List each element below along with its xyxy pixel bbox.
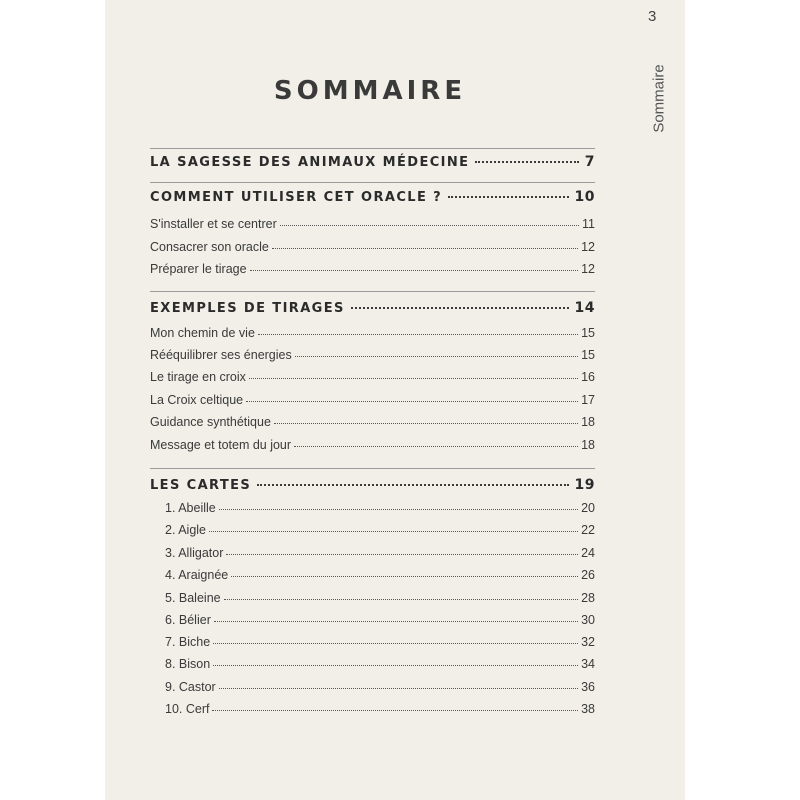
section-title: LES CARTES	[150, 478, 252, 493]
entry-page: 30	[581, 613, 595, 627]
toc-entry	[150, 523, 595, 541]
toc-entry	[150, 613, 595, 631]
toc-entry	[150, 657, 595, 675]
entry-page: 36	[581, 680, 595, 694]
entry-label: 9. Castor	[165, 680, 216, 694]
toc-entry	[150, 680, 595, 698]
toc-section	[150, 477, 595, 499]
entry-page: 22	[581, 523, 595, 537]
toc-entry	[150, 568, 595, 586]
dot-leader	[448, 196, 568, 198]
toc-entry	[150, 370, 595, 388]
dot-leader	[219, 688, 578, 689]
entry-page: 28	[581, 591, 595, 605]
toc-section	[150, 154, 595, 176]
entry-label: 8. Bison	[165, 657, 211, 671]
dot-leader	[226, 554, 578, 555]
toc-entry	[150, 393, 595, 411]
entry-label: 10. Cerf	[165, 702, 210, 716]
entry-page: 18	[581, 415, 595, 429]
entry-label: 1. Abeille	[165, 501, 216, 515]
running-head-label: Sommaire	[650, 63, 668, 133]
dot-leader	[212, 710, 578, 711]
dot-leader	[250, 270, 579, 271]
toc-entry	[150, 262, 595, 280]
entry-label: 4. Araignée	[165, 568, 229, 582]
toc-entry	[150, 702, 595, 720]
dot-leader	[249, 378, 578, 379]
entry-label: Consacrer son oracle	[150, 240, 269, 254]
section-divider	[150, 468, 595, 469]
dot-leader	[219, 509, 578, 510]
dot-leader	[274, 423, 578, 424]
page-title: SOMMAIRE	[273, 76, 467, 106]
dot-leader	[258, 334, 578, 335]
entry-label: Mon chemin de vie	[150, 326, 255, 340]
entry-label: 7. Biche	[165, 635, 211, 649]
running-head	[644, 58, 674, 138]
entry-page: 17	[581, 393, 595, 407]
toc-entry	[150, 501, 595, 519]
dot-leader	[246, 401, 578, 402]
entry-page: 20	[581, 501, 595, 515]
toc-section	[150, 300, 595, 322]
toc-entry	[150, 217, 595, 235]
toc-entry	[150, 240, 595, 258]
section-divider	[150, 182, 595, 183]
dot-leader	[224, 599, 578, 600]
entry-label: Préparer le tirage	[150, 262, 247, 276]
section-divider	[150, 148, 595, 149]
entry-page: 34	[581, 657, 595, 671]
section-title: EXEMPLES DE TIRAGES	[150, 301, 345, 316]
section-page: 7	[584, 154, 595, 170]
entry-label: Message et totem du jour	[150, 438, 292, 452]
dot-leader	[213, 665, 578, 666]
entry-label: La Croix celtique	[150, 393, 244, 407]
section-divider	[150, 291, 595, 292]
entry-page: 11	[582, 217, 595, 231]
entry-label: Guidance synthétique	[150, 415, 271, 429]
entry-label: 6. Bélier	[165, 613, 211, 627]
dot-leader	[272, 248, 578, 249]
dot-leader	[294, 446, 578, 447]
entry-label: Le tirage en croix	[150, 370, 246, 384]
section-page: 10	[574, 189, 595, 205]
entry-label: 5. Baleine	[165, 591, 221, 605]
dot-leader	[257, 484, 568, 486]
dot-leader	[213, 643, 578, 644]
toc-entry	[150, 546, 595, 564]
toc-entry	[150, 438, 595, 456]
section-title: COMMENT UTILISER CET ORACLE ?	[150, 190, 443, 205]
toc-entry	[150, 326, 595, 344]
dot-leader	[295, 356, 578, 357]
entry-page: 15	[581, 326, 595, 340]
dot-leader	[351, 307, 569, 309]
toc-entry	[150, 635, 595, 653]
entry-page: 12	[581, 240, 595, 254]
entry-label: Rééquilibrer ses énergies	[150, 348, 292, 362]
page-number: 3	[648, 8, 657, 25]
dot-leader	[214, 621, 578, 622]
entry-page: 12	[581, 262, 595, 276]
entry-page: 18	[581, 438, 595, 452]
dot-leader	[475, 161, 578, 163]
section-page: 14	[574, 300, 595, 316]
entry-page: 24	[581, 546, 595, 560]
toc-entry	[150, 591, 595, 609]
entry-label: S'installer et se centrer	[150, 217, 277, 231]
entry-label: 3. Alligator	[165, 546, 224, 560]
section-title: LA SAGESSE DES ANIMAUX MÉDECINE	[150, 155, 470, 170]
entry-page: 15	[581, 348, 595, 362]
entry-page: 38	[581, 702, 595, 716]
entry-page: 26	[581, 568, 595, 582]
toc-entry	[150, 348, 595, 366]
toc-section	[150, 189, 595, 211]
section-page: 19	[574, 477, 595, 493]
dot-leader	[231, 576, 578, 577]
dot-leader	[280, 225, 579, 226]
entry-label: 2. Aigle	[165, 523, 207, 537]
dot-leader	[209, 531, 578, 532]
entry-page: 16	[581, 370, 595, 384]
toc-entry	[150, 415, 595, 433]
entry-page: 32	[581, 635, 595, 649]
